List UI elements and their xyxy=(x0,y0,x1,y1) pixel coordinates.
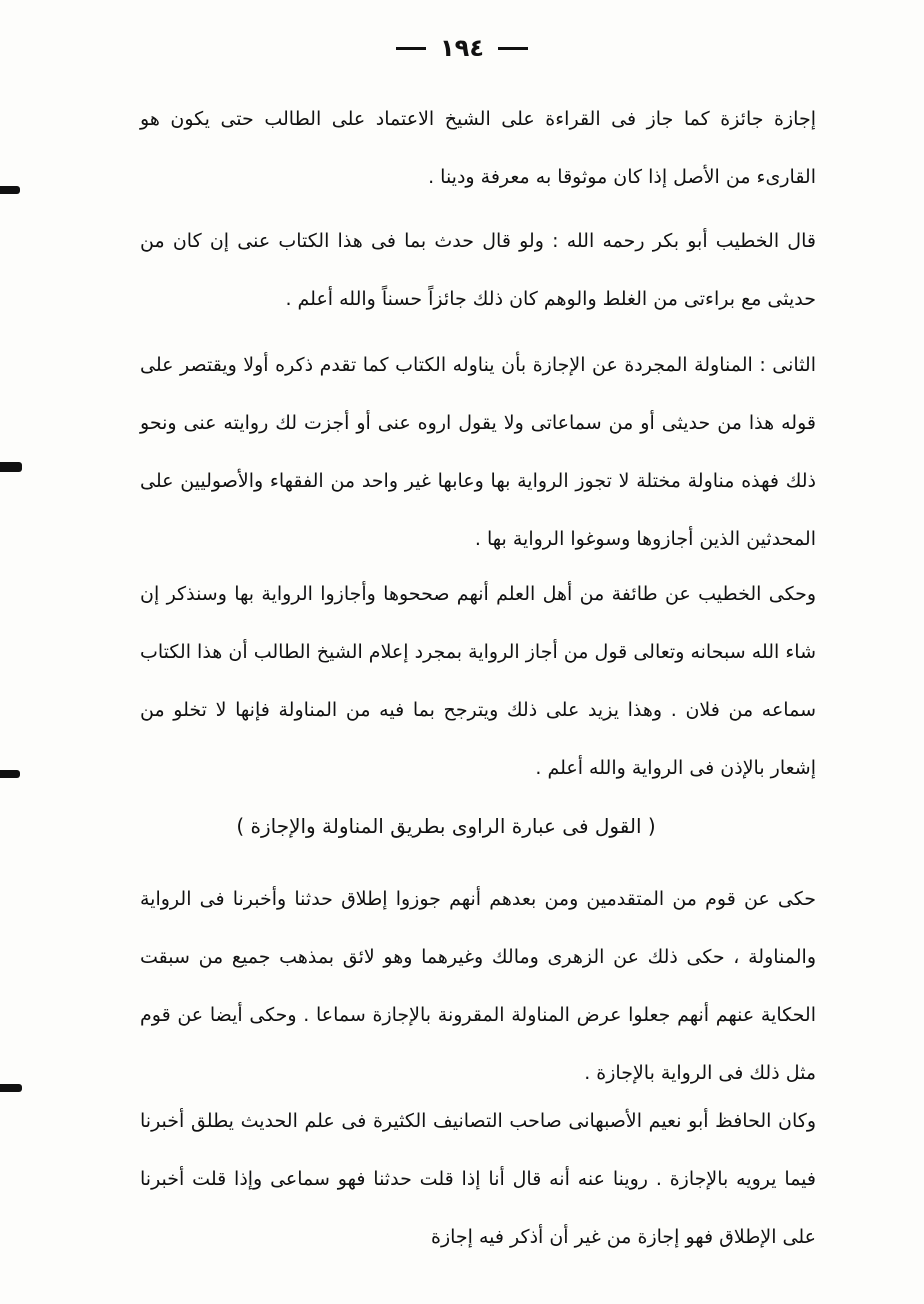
page-number: ١٩٤ xyxy=(440,34,484,62)
margin-mark xyxy=(0,1084,22,1092)
paragraph-4: وحكى الخطيب عن طائفة من أهل العلم أنهم صححوها وأجازوا الرواية بها وسنذكر إن شاء الله سبحانه وتعالى قول من أجاز الرواية بمجرد إعلام الشيخ الطالب أن هذا الكتاب سماعه من فلان . وهذا يزيد على ذلك ويترجح بما فيه من المناولة فإنها لا تخلو من إشعار بالإذن فى الرواية والله أعلم . xyxy=(140,583,816,779)
page-header xyxy=(0,28,924,68)
header-dash-right xyxy=(498,47,528,50)
margin-mark xyxy=(0,462,22,472)
paragraph-1: إجازة جائزة كما جاز فى القراءة على الشيخ الاعتماد على الطالب حتى يكون هو القارىء من الأصل إذا كان موثوقا به معرفة ودينا . xyxy=(140,108,816,188)
header-dash-left xyxy=(396,47,426,50)
margin-mark xyxy=(0,186,20,194)
paragraph-3: الثانى : المناولة المجردة عن الإجازة بأن يناوله الكتاب كما تقدم ذكره أولا ويقتصر على قوله هذا من حديثى أو من سماعاتى ولا يقول اروه عنى أو أجزت لك روايته عنى ونحو ذلك فهذه مناولة مختلة لا تجوز الرواية بها وعابها غير واحد من الفقهاء والأصوليين على المحدثين الذين أجازوها وسوغوا الرواية بها . xyxy=(140,354,816,550)
paragraph-6: وكان الحافظ أبو نعيم الأصبهانى صاحب التصانيف الكثيرة فى علم الحديث يطلق أخبرنا فيما يرويه بالإجازة . روينا عنه أنه قال أنا إذا قلت حدثنا فهو سماعى وإذا قلت أخبرنا على الإطلاق فهو إجازة من غير أن أذكر فيه إجازة xyxy=(140,1110,816,1248)
paragraph-5: حكى عن قوم من المتقدمين ومن بعدهم أنهم جوزوا إطلاق حدثنا وأخبرنا فى الرواية والمناولة ، حكى ذلك عن الزهرى ومالك وغيرهما وهو لائق بمذهب جميع من سبقت الحكاية عنهم أنهم جعلوا عرض المناولة المقرونة بالإجازة سماعا . وحكى أيضا عن قوم مثل ذلك فى الرواية بالإجازة . xyxy=(140,888,816,1084)
margin-mark xyxy=(0,770,20,778)
paragraph-2: قال الخطيب أبو بكر رحمه الله : ولو قال حدث بما فى هذا الكتاب عنى إن كان من حديثى مع براءتى من الغلط والوهم كان ذلك جائزاً حسناً والله أعلم . xyxy=(140,230,816,310)
section-heading: ( القول فى عبارة الراوى بطريق المناولة والإجازة ) xyxy=(236,814,656,838)
